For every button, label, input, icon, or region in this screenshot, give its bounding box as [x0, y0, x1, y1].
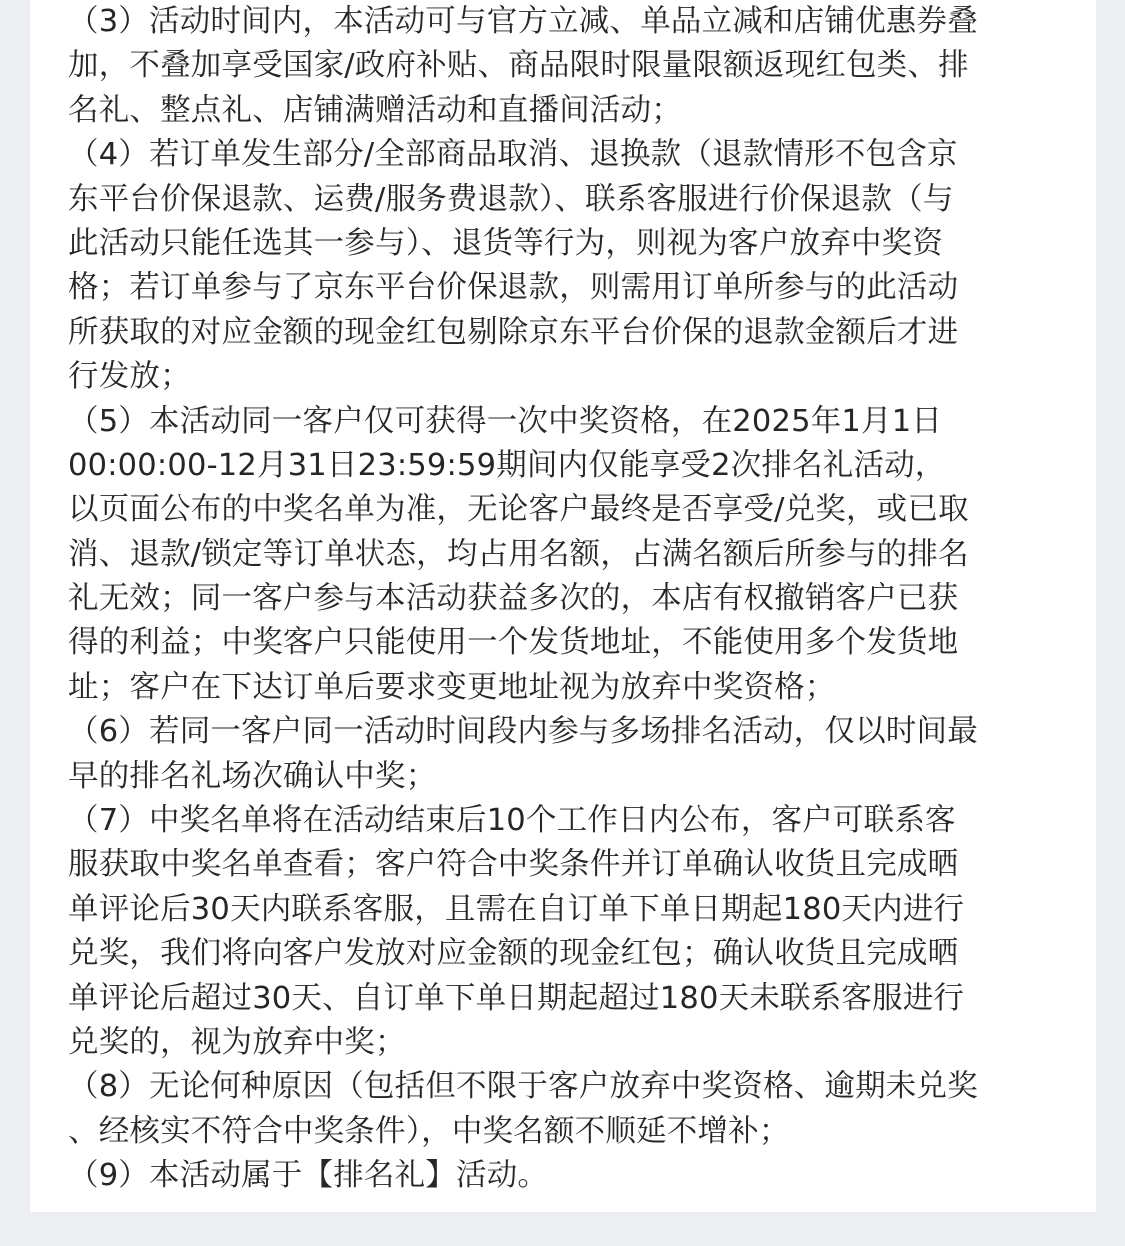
rule-line: 加，不叠加享受国家/政府补贴、商品限时限量限额返现红包类、排 — [68, 48, 969, 84]
rule-line: 所获取的对应金额的现金红包剔除京东平台价保的退款金额后才进 — [68, 314, 959, 350]
rule-line: （9）本活动属于【排名礼】活动。 — [68, 1158, 549, 1194]
rule-line: 得的利益；中奖客户只能使用一个发货地址，不能使用多个发货地 — [68, 625, 959, 661]
rule-line: （5）本活动同一客户仅可获得一次中奖资格，在2025年1月1日 — [68, 403, 943, 439]
rule-line: 址；客户在下达订单后要求变更地址视为放弃中奖资格； — [68, 669, 836, 705]
activity-rules-text — [68, 0, 1058, 1199]
rule-line: 礼无效；同一客户参与本活动获益多次的，本店有权撤销客户已获 — [68, 581, 959, 617]
rule-line: （3）活动时间内，本活动可与官方立减、单品立减和店铺优惠券叠 — [68, 4, 978, 39]
rule-line: 行发放； — [68, 359, 191, 395]
rule-line: 早的排名礼场次确认中奖； — [68, 758, 437, 794]
rule-line: 服获取中奖名单查看；客户符合中奖条件并订单确认收货且完成晒 — [68, 847, 959, 883]
rule-line: 东平台价保退款、运费/服务费退款）、联系客服进行价保退款（与 — [68, 181, 954, 217]
rule-line: 格；若订单参与了京东平台价保退款，则需用订单所参与的此活动 — [68, 270, 959, 306]
rule-line: 以页面公布的中奖名单为准，无论客户最终是否享受/兑奖，或已取 — [68, 492, 969, 528]
rule-line: 兑奖的，视为放弃中奖； — [68, 1024, 406, 1060]
rule-line: （7）中奖名单将在活动结束后10个工作日内公布，客户可联系客 — [68, 803, 956, 839]
rule-line: （6）若同一客户同一活动时间段内参与多场排名活动，仅以时间最 — [68, 714, 978, 750]
rule-line: 、经核实不符合中奖条件），中奖名额不顺延不增补； — [68, 1113, 790, 1149]
rule-line: （8）无论何种原因（包括但不限于客户放弃中奖资格、逾期未兑奖 — [68, 1069, 978, 1105]
rule-line: 兑奖，我们将向客户发放对应金额的现金红包；确认收货且完成晒 — [68, 936, 959, 972]
rule-line: （4）若订单发生部分/全部商品取消、退换款（退款情形不包含京 — [68, 137, 958, 173]
rule-line: 名礼、整点礼、店铺满赠活动和直播间活动； — [68, 92, 682, 128]
rule-line: 单评论后超过30天、自订单下单日期起超过180天未联系客服进行 — [68, 980, 965, 1016]
rule-line: 此活动只能任选其一参与）、退货等行为，则视为客户放弃中奖资 — [68, 225, 944, 261]
rule-line: 消、退款/锁定等订单状态，均占用名额，占满名额后所参与的排名 — [68, 536, 969, 572]
rule-line: 00:00:00-12月31日23:59:59期间内仅能享受2次排名礼活动， — [68, 447, 946, 483]
rule-line: 单评论后30天内联系客服，且需在自订单下单日期起180天内进行 — [68, 891, 965, 927]
